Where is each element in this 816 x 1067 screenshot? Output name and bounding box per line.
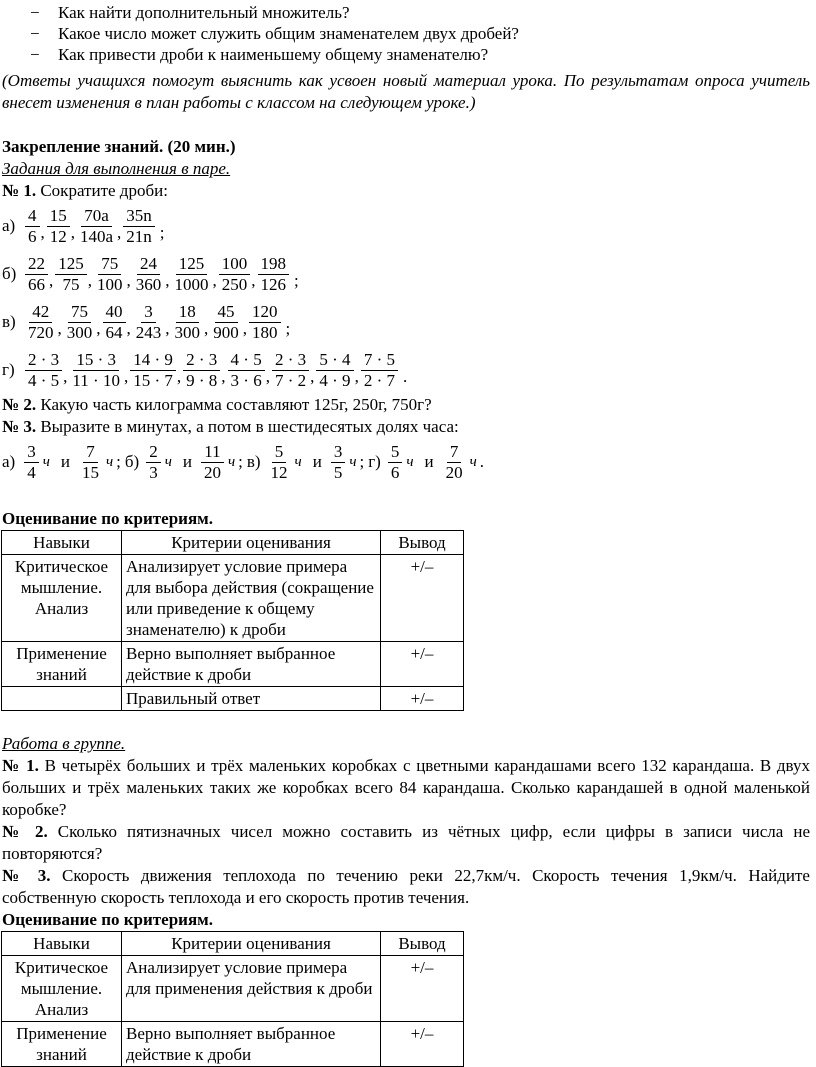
denominator: 75 — [62, 274, 80, 294]
separator-comma: , — [49, 271, 54, 290]
numerator: 120 — [249, 302, 281, 323]
fraction — [272, 350, 309, 391]
numerator: 42 — [29, 302, 52, 323]
table-row — [2, 956, 464, 1022]
unit-hours: ч — [105, 454, 114, 470]
skill-cell: Критическое мышление. Анализ — [2, 956, 122, 1022]
separator-comma: , — [165, 319, 170, 338]
separator-comma: , — [165, 271, 170, 290]
separator-comma: , — [354, 367, 359, 386]
group-task — [2, 755, 810, 821]
task-2 — [2, 394, 816, 416]
row-end-punct: ; — [294, 271, 299, 290]
fraction-row — [2, 298, 816, 346]
fraction — [172, 302, 204, 343]
separator-comma: , — [204, 319, 209, 338]
unit-hours: ч — [469, 454, 477, 470]
numerator: 7 · 5 — [361, 350, 398, 371]
denominator: 12 — [49, 226, 67, 246]
question-item — [0, 2, 816, 23]
numerator: 5 — [388, 442, 403, 463]
fraction — [172, 254, 212, 295]
numerator: 3 — [141, 302, 156, 323]
criteria-table — [1, 530, 464, 711]
separator-comma: , — [96, 319, 101, 338]
column-header: Вывод — [381, 932, 464, 956]
fraction — [94, 254, 126, 295]
denominator: 15 · 7 — [133, 370, 173, 390]
fraction — [361, 350, 398, 391]
denominator: 126 — [260, 274, 286, 294]
fraction — [443, 442, 466, 483]
denominator: 5 — [333, 462, 343, 482]
consolidation-title: Закрепление знаний. (20 мин.) — [2, 137, 236, 156]
result-cell: +/– — [381, 956, 464, 1022]
column-header: Вывод — [381, 531, 464, 555]
separator-comma: , — [126, 319, 131, 338]
list-dash: − — [30, 45, 40, 64]
skill-cell: Применение знаний — [2, 1022, 122, 1067]
fraction — [133, 254, 165, 295]
numerator: 2 · 3 — [272, 350, 309, 371]
criterion-cell: Анализирует условие примера для применения действия к дроби — [122, 956, 381, 1022]
row-label: а) — [2, 216, 16, 235]
task-number: № 2. — [2, 395, 37, 414]
criterion-cell: Правильный ответ — [122, 687, 381, 711]
separator-comma: , — [176, 367, 182, 386]
numerator: 40 — [103, 302, 126, 323]
row-end-punct: . — [402, 367, 408, 386]
separator-comma: , — [40, 223, 45, 242]
numerator: 2 — [146, 442, 161, 463]
item-label: а) — [2, 452, 16, 471]
fraction — [258, 254, 290, 295]
numerator: 75 — [98, 254, 121, 275]
fraction — [130, 350, 176, 391]
group-work-label: Работа в группе. — [2, 734, 126, 753]
row-label: б) — [2, 264, 17, 283]
denominator: 100 — [97, 274, 123, 294]
fraction — [103, 302, 126, 343]
fraction — [219, 254, 251, 295]
question-item — [0, 23, 816, 44]
numerator: 198 — [258, 254, 290, 275]
denominator: 2 · 7 — [363, 370, 395, 390]
separator-comma: , — [123, 367, 129, 386]
numerator: 5 · 4 — [316, 350, 353, 371]
numerator: 14 · 9 — [130, 350, 176, 371]
numerator: 24 — [137, 254, 160, 275]
fraction — [64, 302, 96, 343]
numerator: 4 · 5 — [228, 350, 265, 371]
denominator: 7 · 2 — [274, 370, 307, 390]
denominator: 4 · 9 — [319, 370, 351, 390]
numerator: 3 — [331, 442, 346, 463]
numerator: 125 — [176, 254, 208, 275]
teacher-note: (Ответы учащихся помогут выяснить как усвоен новый материал урока. По результатам опроса учитель внесет изменения в план работы с классом на следующем уроке.) — [2, 71, 810, 112]
row-label: в) — [2, 312, 16, 331]
column-header: Навыки — [2, 932, 122, 956]
denominator: 20 — [203, 462, 221, 482]
denominator: 12 — [270, 462, 288, 482]
separator-comma: , — [212, 271, 217, 290]
fraction — [69, 350, 123, 391]
denominator: 243 — [135, 322, 162, 342]
column-header: Критерии оценивания — [122, 932, 381, 956]
task-text: Сократите дроби: — [36, 181, 168, 200]
denominator: 300 — [66, 322, 93, 342]
task-number: № 3. — [2, 866, 51, 885]
denominator: 6 — [390, 462, 400, 482]
question-text: Какое число может служить общим знаменателем двух дробей? — [58, 24, 519, 43]
separator-comma: , — [70, 223, 75, 242]
numerator: 2 · 3 — [25, 350, 62, 371]
item-label: г) — [368, 452, 381, 471]
separator-comma: , — [265, 367, 270, 386]
denominator: 1000 — [174, 274, 209, 294]
denominator: 21n — [126, 226, 152, 246]
item-separator: ; — [359, 452, 365, 471]
numerator: 45 — [215, 302, 238, 323]
denominator: 3 — [149, 462, 158, 482]
conjunction: и — [424, 452, 434, 471]
fraction — [77, 206, 116, 247]
item-separator: ; — [238, 452, 243, 471]
conjunction: и — [312, 452, 322, 471]
fraction — [79, 442, 102, 483]
fraction-exercises — [0, 202, 816, 394]
unit-hours: ч — [294, 454, 302, 470]
numerator: 75 — [68, 302, 91, 323]
task-text: Скорость движения теплохода по течению реки 22,7км/ч. Скорость течения 1,9км/ч. Найдите собственную скорость теплохода и его скорость против течения. — [2, 866, 810, 907]
row-end-punct: ; — [159, 223, 165, 242]
fraction — [316, 350, 353, 391]
skill-cell — [2, 687, 122, 711]
criterion-cell: Верно выполняет выбранное действие к дроби — [122, 1022, 381, 1067]
criteria-table — [1, 931, 464, 1067]
fraction — [25, 254, 48, 295]
criterion-cell: Анализирует условие примера для выбора действия (сокращение или приведение к общему знаменателю) к дроби — [122, 555, 381, 642]
item-separator: . — [479, 452, 485, 471]
item-separator: ; — [116, 452, 121, 471]
task-1-heading — [2, 180, 816, 202]
task-3-heading — [2, 416, 816, 438]
column-header: Навыки — [2, 531, 122, 555]
row-label: г) — [2, 360, 15, 379]
denominator: 20 — [445, 462, 463, 482]
skill-cell: Применение знаний — [2, 642, 122, 687]
numerator: 7 — [447, 442, 462, 463]
fraction — [228, 350, 265, 391]
denominator: 11 · 10 — [72, 370, 120, 390]
item-label: б) — [124, 452, 140, 471]
denominator: 64 — [105, 322, 123, 342]
task-text: В четырёх больших и трёх маленьких коробках с цветными карандашами всего 132 карандаша. В двух больших и трёх маленьких таких же коробках всего 84 карандаша. Сколько карандашей в одной маленькой коробке? — [2, 756, 810, 819]
unit-hours: ч — [406, 454, 414, 470]
separator-comma: , — [251, 271, 256, 290]
pair-work-label: Задания для выполнения в паре. — [2, 159, 231, 178]
denominator: 180 — [252, 322, 278, 342]
criteria-title: Оценивание по критериям. — [2, 910, 213, 929]
item-label: в) — [246, 452, 261, 471]
separator-comma: , — [63, 367, 68, 386]
separator-comma: , — [126, 271, 131, 290]
fraction — [249, 302, 281, 343]
group-task — [2, 821, 810, 865]
task-number: № 1. — [2, 756, 39, 775]
denominator: 66 — [28, 274, 45, 294]
separator-comma: , — [242, 319, 247, 338]
fraction — [146, 442, 161, 483]
fraction — [331, 442, 346, 483]
fraction — [123, 206, 155, 247]
group-task — [2, 865, 810, 909]
table-row — [2, 687, 464, 711]
criteria-title: Оценивание по критериям. — [2, 509, 213, 528]
list-dash: − — [30, 3, 40, 22]
unit-hours: ч — [227, 454, 236, 470]
numerator: 3 — [24, 442, 39, 463]
separator-comma: , — [221, 367, 226, 386]
fraction — [201, 442, 224, 483]
denominator: 4 · 5 — [28, 370, 60, 390]
denominator: 900 — [213, 322, 239, 342]
task-number: № 1. — [2, 181, 37, 200]
numerator: 18 — [176, 302, 199, 323]
denominator: 140a — [80, 226, 114, 246]
fraction — [25, 350, 62, 391]
numerator: 15 · 3 — [73, 350, 119, 371]
task-text: Какую часть килограмма составляют 125г, 250г, 750г? — [36, 395, 432, 414]
task-text: Сколько пятизначных чисел можно составить из чётных цифр, если цифры в записи числа не повторяются? — [2, 822, 810, 863]
numerator: 5 — [272, 442, 287, 463]
fraction — [183, 350, 220, 391]
fraction-row — [2, 202, 816, 250]
separator-comma: , — [310, 367, 315, 386]
numerator: 100 — [219, 254, 251, 275]
fraction-row — [2, 250, 816, 298]
row-end-punct: ; — [285, 319, 291, 338]
question-list — [0, 0, 816, 65]
fraction — [388, 442, 403, 483]
numerator: 11 — [201, 442, 223, 463]
denominator: 9 · 8 — [186, 370, 218, 390]
fraction — [47, 206, 70, 247]
denominator: 720 — [28, 322, 54, 342]
numerator: 70a — [81, 206, 112, 227]
criterion-cell: Верно выполняет выбранное действие к дроби — [122, 642, 381, 687]
denominator: 300 — [174, 322, 200, 342]
result-cell: +/– — [381, 642, 464, 687]
numerator: 7 — [83, 442, 98, 463]
task-number: № 3. — [2, 417, 37, 436]
task-text: Выразите в минутах, а потом в шестидесятых долях часа: — [36, 417, 459, 436]
skill-cell: Критическое мышление. Анализ — [2, 555, 122, 642]
fraction — [268, 442, 291, 483]
result-cell: +/– — [381, 1022, 464, 1067]
conjunction: и — [60, 452, 70, 471]
table-header-row — [2, 531, 464, 555]
table-header-row — [2, 932, 464, 956]
numerator: 4 — [25, 206, 40, 227]
numerator: 22 — [25, 254, 48, 275]
table-row — [2, 1022, 464, 1067]
denominator: 360 — [135, 274, 162, 294]
separator-comma: , — [117, 223, 122, 242]
denominator: 6 — [28, 226, 37, 246]
table-row — [2, 555, 464, 642]
list-dash: − — [30, 24, 40, 43]
unit-hours: ч — [42, 454, 50, 470]
result-cell: +/– — [381, 687, 464, 711]
column-header: Критерии оценивания — [122, 531, 381, 555]
numerator: 35n — [123, 206, 155, 227]
separator-comma: , — [57, 319, 62, 338]
fraction — [55, 254, 87, 295]
conjunction: и — [182, 452, 192, 471]
numerator: 15 — [47, 206, 70, 227]
numerator: 2 · 3 — [183, 350, 220, 371]
question-text: Как привести дроби к наименьшему общему знаменателю? — [58, 45, 489, 64]
fraction — [25, 302, 57, 343]
question-item — [0, 44, 816, 65]
result-cell: +/– — [381, 555, 464, 642]
separator-comma: , — [87, 271, 92, 290]
table-row — [2, 642, 464, 687]
denominator: 4 — [27, 462, 36, 482]
numerator: 125 — [55, 254, 87, 275]
denominator: 3 · 6 — [230, 370, 262, 390]
fraction-row — [2, 346, 816, 394]
fraction — [24, 442, 39, 483]
question-text: Как найти дополнительный множитель? — [58, 3, 350, 22]
fraction — [210, 302, 242, 343]
fraction — [133, 302, 165, 343]
unit-hours: ч — [349, 454, 357, 470]
hours-exercise-row — [2, 438, 816, 486]
denominator: 250 — [221, 274, 248, 294]
denominator: 15 — [81, 462, 99, 482]
unit-hours: ч — [164, 454, 172, 470]
fraction — [25, 206, 40, 247]
task-number: № 2. — [2, 822, 48, 841]
